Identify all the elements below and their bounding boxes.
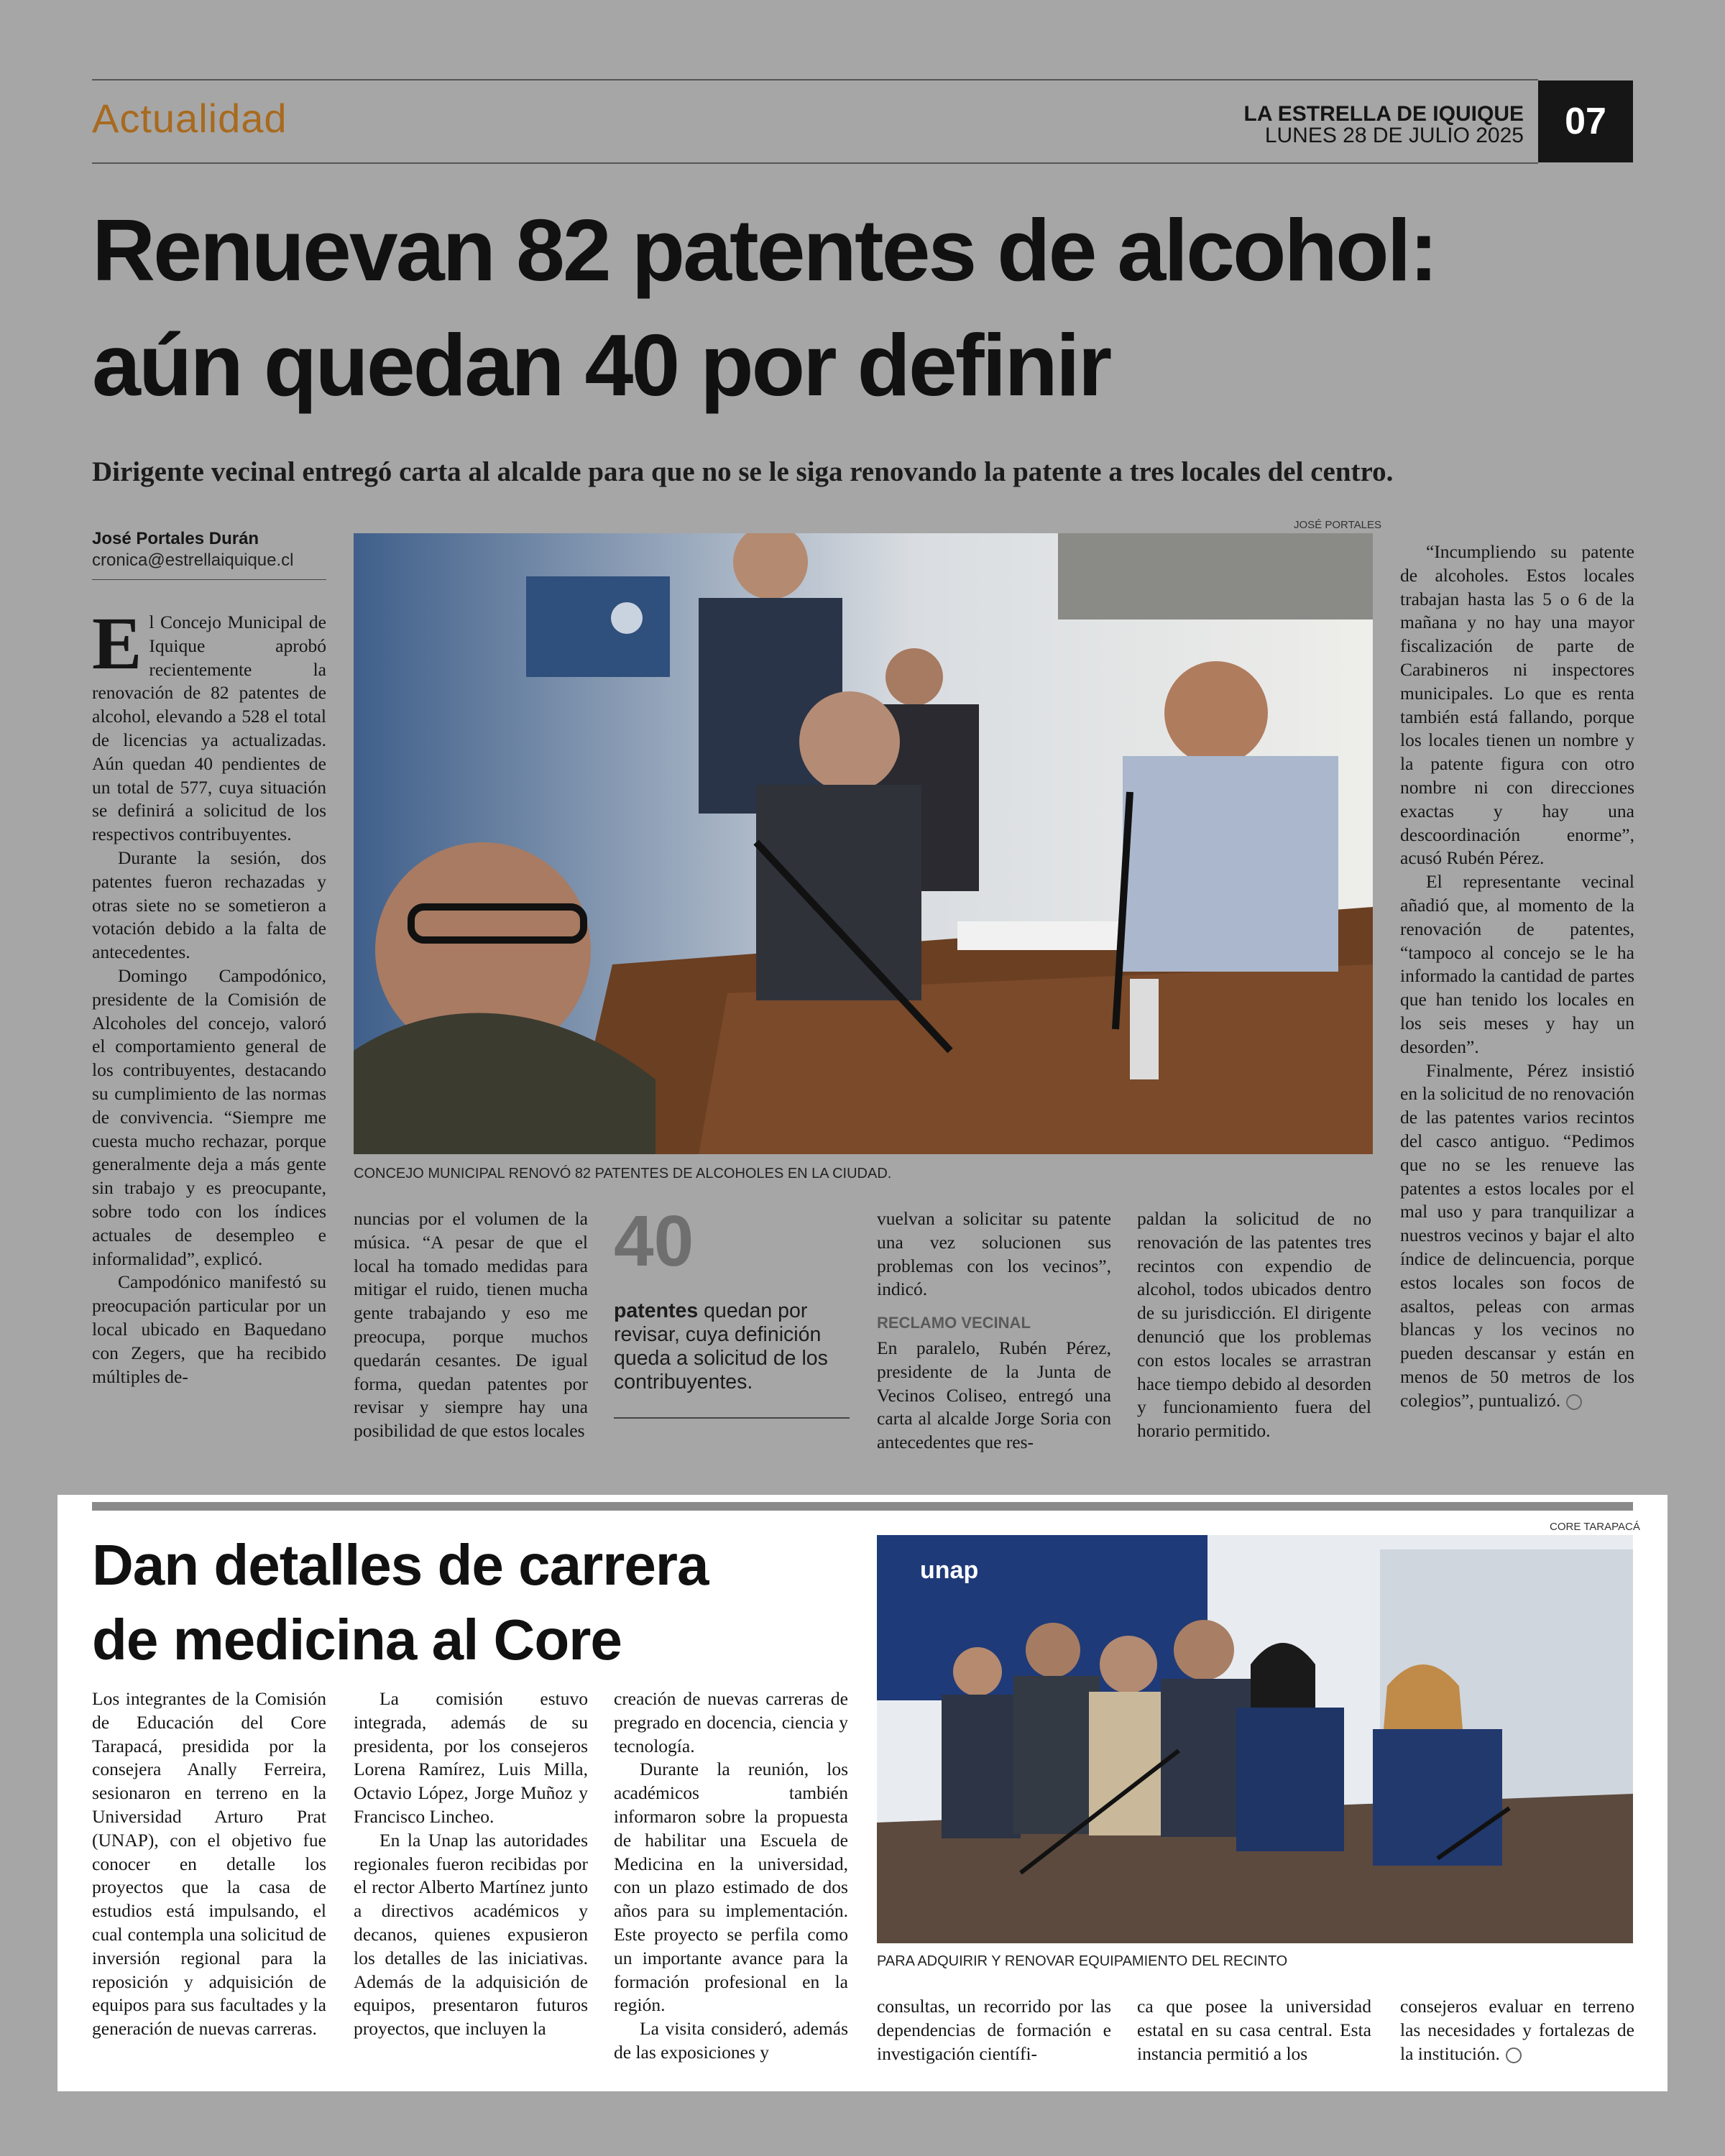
author: José Portales Durán: [92, 529, 259, 548]
paragraph: consultas, un recorrido por las dependencias de formación e investigación científi-: [877, 1996, 1111, 2064]
article1-column-3: [877, 1207, 1111, 1455]
banner-text: unap: [920, 1557, 979, 1584]
headline-line-2: aún quedan 40 por definir: [92, 316, 1110, 414]
paragraph: La visita consideró, además de las exposiciones y: [614, 2018, 848, 2063]
paragraph: Durante la reunión, los académicos también informaron sobre la propuesta de habilitar una Escuela de Medicina en la universidad, con un plazo estimado de dos años para su implementación. Este proyecto se perfila como un importante avance para la formación profesional en la región.: [614, 1759, 848, 2016]
paragraph: Finalmente, Pérez insistió en la solicitud de no renovación de las patentes varios recintos del casco antiguo. “Pedimos que no se les renueve las patentes a estos locales por el mal uso y para tranquilizar a nuestros vecinos y bajar el alto índice de delincuencia, porque estos locales son focos de asaltos, peleas con armas blancas y los vecinos no pueden descansar y están en menos de 50 metros de los colegios”, puntualizó.: [1400, 1059, 1634, 1411]
paragraph: En paralelo, Rubén Pérez, presidente de la Junta de Vecinos Coliseo, entregó una carta al alcalde Jorge Soria con antecedentes que res-: [877, 1337, 1111, 1453]
headline-line-1: Renuevan 82 patentes de alcohol:: [92, 201, 1437, 299]
article1-column-5: [1400, 540, 1634, 1412]
article2-column-2: [354, 1687, 588, 2041]
page-number: 07: [1538, 80, 1633, 162]
author-email: cronica@estrellaiquique.cl: [92, 550, 294, 570]
paragraph: Domingo Campodónico, presidente de la Comisión de Alcoholes del concejo, valoró el comportamiento general de los contribuyentes, destacando su cumplimiento de las normas de convivencia. “Siempre me cuesta mucho rechazar, porque generalmente deja a más gente sin trabajo y es preocupante, sobre todo con los índices actuales de desempleo e informalidad”, explicó.: [92, 964, 326, 1269]
paragraph: nuncias por el volumen de la música. “A pesar de que el local ha tomado medidas para mitigar el ruido, tienen mucha gente trabajando y eso me preocupa, porque muchos quedarán cesantes. De igual forma, quedan patentes por revisar y siempre hay una posibilidad de que estos locales: [354, 1208, 588, 1442]
paragraph: ca que posee la universidad estatal en su casa central. Esta instancia permitió a los: [1137, 1996, 1371, 2064]
publication-info: [1244, 103, 1524, 147]
lead-paragraph: El Concejo Municipal de Iquique aprobó recientemente la renovación de 82 patentes de alcohol, elevando a 528 el total de licencias ya actualizadas. Aún quedan 40 pendientes de un total de 577, cuya situación se definirá a solicitud de los respectivos contribuyentes.: [92, 602, 326, 845]
paragraph: El representante vecinal añadió que, al momento de la renovación de patentes, “tampoco al concejo se le ha informado la cantidad de partes que han tenido los locales en los seis meses y hay un desorden”.: [1400, 871, 1634, 1057]
photo-credit-2: CORE TARAPACÁ: [1550, 1521, 1640, 1533]
paragraph: paldan la solicitud de no renovación de las patentes tres recintos con expendio de alcohol, todos ubicados dentro de su jurisdicción. El dirigente denunció que los problemas con estos locales se arrastran hace tiempo debido al desorden y funcionamiento fuera del horario permitido.: [1137, 1208, 1371, 1442]
paragraph: creación de nuevas carreras de pregrado en docencia, ciencia y tecnología.: [614, 1688, 848, 1756]
publication-date: LUNES 28 DE JULIO 2025: [1264, 124, 1524, 147]
stat-rule: [614, 1417, 850, 1419]
article2-column-6: [1400, 1995, 1634, 2065]
byline-rule: [92, 579, 326, 580]
dropcap: E: [92, 602, 142, 685]
paragraph: Campodónico manifestó su preocupación particular por un local ubicado en Baquedano con Zegers, que ha recibido múltiples de-: [92, 1271, 326, 1387]
paragraph: Durante la sesión, dos patentes fueron rechazadas y otras siete no se sometieron a votación debido a la falta de antecedentes.: [92, 847, 326, 963]
council-meeting-photo: [354, 533, 1373, 1154]
header-bottom-rule: [92, 162, 1538, 164]
article2-column-1: [92, 1687, 326, 2041]
section-label: Actualidad: [92, 96, 288, 141]
photo-credit: JOSÉ PORTALES: [1294, 519, 1381, 531]
paragraph: La comisión estuvo integrada, además de su presidenta, por los consejeros Lorena Ramírez, Luis Milla, Octavio López, Jorge Muñoz y Francisco Lincheo.: [354, 1688, 588, 1827]
stat-number: 40: [614, 1201, 694, 1281]
end-mark-icon: [1566, 1394, 1582, 1410]
headline-2-line-2: de medicina al Core: [92, 1608, 622, 1672]
article2-column-3: [614, 1687, 848, 2065]
paragraph: vuelvan a solicitar su patente una vez solucionen sus problemas con los vecinos”, indicó.: [877, 1208, 1111, 1300]
subhead: RECLAMO VECINAL: [877, 1314, 1031, 1332]
publication-name: LA ESTRELLA DE IQUIQUE: [1243, 102, 1524, 126]
photo-caption-2: PARA ADQUIRIR Y RENOVAR EQUIPAMIENTO DEL RECINTO: [877, 1953, 1288, 1969]
top-rule: [92, 79, 1538, 80]
article2-top-rule: [92, 1502, 1633, 1511]
deck: Dirigente vecinal entregó carta al alcalde para que no se le siga renovando la patente a tres locales del centro.: [92, 456, 1394, 487]
headline-2-line-1: Dan detalles de carrera: [92, 1533, 709, 1597]
photo-caption: CONCEJO MUNICIPAL RENOVÓ 82 PATENTES DE ALCOHOLES EN LA CIUDAD.: [354, 1166, 892, 1181]
paragraph: Los integrantes de la Comisión de Educación del Core Tarapacá, presidida por la consejera Anally Ferreira, sesionaron en terreno en la Universidad Arturo Prat (UNAP), con el objetivo fue conocer en detalle los proyectos que la casa de estudios está impulsando, el cual contempla una solicitud de inversión regional para la reposición y adquisición de equipos para sus facultades y la generación de nuevas carreras.: [92, 1688, 326, 2040]
article2-column-5: [1137, 1995, 1371, 2065]
article2-column-4: [877, 1995, 1111, 2065]
stat-text: patentes quedan por revisar, cuya definición queda a solicitud de los contribuyentes.: [614, 1299, 828, 1393]
paragraph: En la Unap las autoridades regionales fueron recibidas por el rector Alberto Martínez junto a directivos académicos y decanos, quienes expusieron los detalles de las iniciativas. Además de la adquisición de equipos, presentaron futuros proyectos, que incluyen la: [354, 1829, 588, 2040]
council-meeting-illustration: [354, 533, 1373, 1154]
article1-column-1: [92, 602, 326, 1388]
unap-meeting-illustration: [877, 1535, 1633, 1943]
headline: [92, 193, 1644, 423]
headline-2: [92, 1528, 811, 1677]
article1-column-4: [1137, 1207, 1371, 1443]
end-mark-icon: [1506, 2047, 1522, 2063]
article1-column-2: [354, 1207, 588, 1443]
unap-meeting-photo: [877, 1535, 1633, 1943]
paragraph: consejeros evaluar en terreno las necesidades y fortalezas de la institución.: [1400, 1996, 1634, 2064]
paragraph: “Incumpliendo su patente de alcoholes. Estos locales trabajan hasta las 5 o 6 de la mañana y no hay una mayor fiscalización de parte de Carabineros ni inspectores municipales. Lo que es renta también está fallando, porque los locales tienen un nombre y la patente figura con otro nombre ni con direcciones exactas y hay una descoordinación enorme”, acusó Rubén Pérez.: [1400, 541, 1634, 869]
